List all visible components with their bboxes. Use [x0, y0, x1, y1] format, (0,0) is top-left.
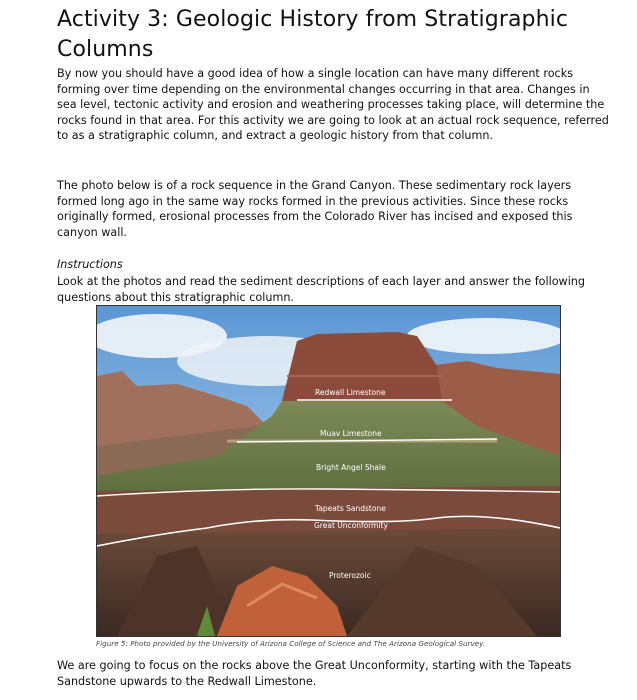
page-title: Activity 3: Geologic History from Stratigraphic Columns: [57, 7, 569, 62]
photo-illustration: [97, 306, 560, 636]
label-bright-angel-shale: Bright Angel Shale: [316, 463, 386, 472]
photo-description-paragraph: The photo below is of a rock sequence in the Grand Canyon. These sedimentary rock layers formed long ago in the same way rocks formed in the previous activities. Since these rocks originally formed, erosional processes from the Colorado River has incised and exposed this canyon wall.: [57, 179, 573, 239]
closing-paragraph: We are going to focus on the rocks above the Great Unconformity, starting with the Tapeats Sandstone upwards to the Redwall Limestone.: [57, 659, 572, 688]
instructions-text: Look at the photos and read the sediment descriptions of each layer and answer the following questions about this stratigraphic column.: [57, 275, 585, 304]
label-great-unconformity: Great Unconformity: [314, 521, 388, 530]
figure-caption: Figure 5: Photo provided by the University of Arizona College of Science and The Arizona Geological Survey.: [96, 639, 486, 648]
label-proterozoic: Proterozoic: [329, 571, 371, 580]
label-muav-limestone: Muav Limestone: [320, 429, 382, 438]
label-tapeats-sandstone: Tapeats Sandstone: [315, 504, 386, 513]
intro-paragraph: By now you should have a good idea of how a single location can have many different rocks forming over time depending on the environmental changes occurring in that area. Changes in sea level, tectonic activity and erosion and weathering processes taking place, will determine the rocks found in that area. For this activity we are going to look at an actual rock sequence, referred to as a stratigraphic column, and extract a geologic history from that column.: [57, 67, 609, 143]
grand-canyon-photo: [96, 305, 561, 637]
label-redwall-limestone: Redwall Limestone: [315, 388, 386, 397]
instructions-heading: Instructions: [57, 258, 123, 271]
